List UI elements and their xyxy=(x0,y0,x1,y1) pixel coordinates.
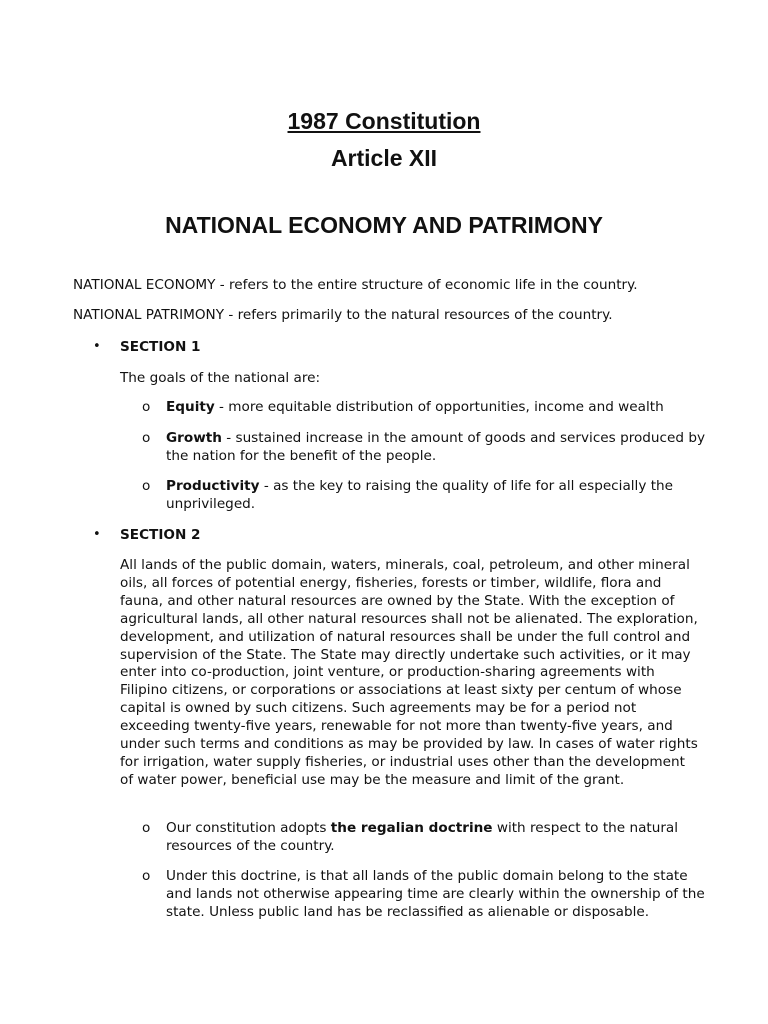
note-regalian-doctrine xyxy=(166,819,706,855)
bullet-icon: • xyxy=(93,339,101,354)
goal-text: - sustained increase in the amount of goods and services produced by the nation for the benefit of the people. xyxy=(166,430,706,464)
note-doctrine-explanation: Under this doctrine, is that all lands of the public domain belong to the state and lands not otherwise appearing time are clearly within the ownership of the state. Unless public land has be reclassified as alienable or disposable. xyxy=(166,868,705,920)
goal-productivity xyxy=(166,477,706,513)
definition-national-economy xyxy=(73,276,753,294)
definition-national-patrimony xyxy=(73,306,753,324)
note-emphasis: the regalian doctrine xyxy=(330,820,493,836)
sub-bullet-icon: o xyxy=(142,820,151,836)
article-heading: NATIONAL ECONOMY AND PATRIMONY xyxy=(165,212,603,238)
definition-text: - refers primarily to the natural resources of the country. xyxy=(224,307,613,323)
section-1-label: SECTION 1 xyxy=(120,339,201,355)
section-1-intro: The goals of the national are: xyxy=(120,370,321,386)
goal-term: Equity xyxy=(166,399,215,415)
goal-growth xyxy=(166,429,706,465)
sub-bullet-icon: o xyxy=(142,478,151,494)
goal-term: Productivity xyxy=(166,478,260,494)
article-number: Article XII xyxy=(330,145,438,171)
goal-equity xyxy=(166,398,706,416)
section-2-label: SECTION 2 xyxy=(120,527,201,543)
note-text: Our constitution adopts xyxy=(166,820,331,836)
definition-term: NATIONAL ECONOMY xyxy=(73,277,216,293)
definition-text: - refers to the entire structure of economic life in the country. xyxy=(215,277,638,293)
document-title: 1987 Constitution xyxy=(287,108,481,134)
sub-bullet-icon: o xyxy=(142,399,151,415)
sub-bullet-icon: o xyxy=(142,430,151,446)
goal-term: Growth xyxy=(166,430,222,446)
goal-text: - as the key to raising the quality of life for all especially the unprivileged. xyxy=(166,478,673,512)
note-text: with respect to the natural resources of the country. xyxy=(166,820,679,854)
sub-bullet-icon: o xyxy=(142,868,151,884)
definition-term: NATIONAL PATRIMONY xyxy=(73,307,225,323)
bullet-icon: • xyxy=(93,527,101,542)
section-2-body: All lands of the public domain, waters, minerals, coal, petroleum, and other mineral oils, all forces of potential energy, fisheries, forests or timber, wildlife, flora and fauna, and other natural resources are owned by the State. With the exception of agricultural lands, all other natural resources shall not be alienated. The exploration, development, and utilization of natural resources shall be under the full control and supervision of the State. The State may directly undertake such activities, or it may enter into co-production, joint venture, or production-sharing agreements with Filipino citizens, or corporations or associations at least sixty per centum of whose capital is owned by such citizens. Such agreements may be for a period not exceeding twenty-five years, renewable for not more than twenty-five years, and under such terms and conditions as may be provided by law. In cases of water rights for irrigation, water supply fisheries, or industrial uses other than the development of water power, beneficial use may be the measure and limit of the grant. xyxy=(120,557,698,788)
goal-text: - more equitable distribution of opportunities, income and wealth xyxy=(214,399,664,415)
